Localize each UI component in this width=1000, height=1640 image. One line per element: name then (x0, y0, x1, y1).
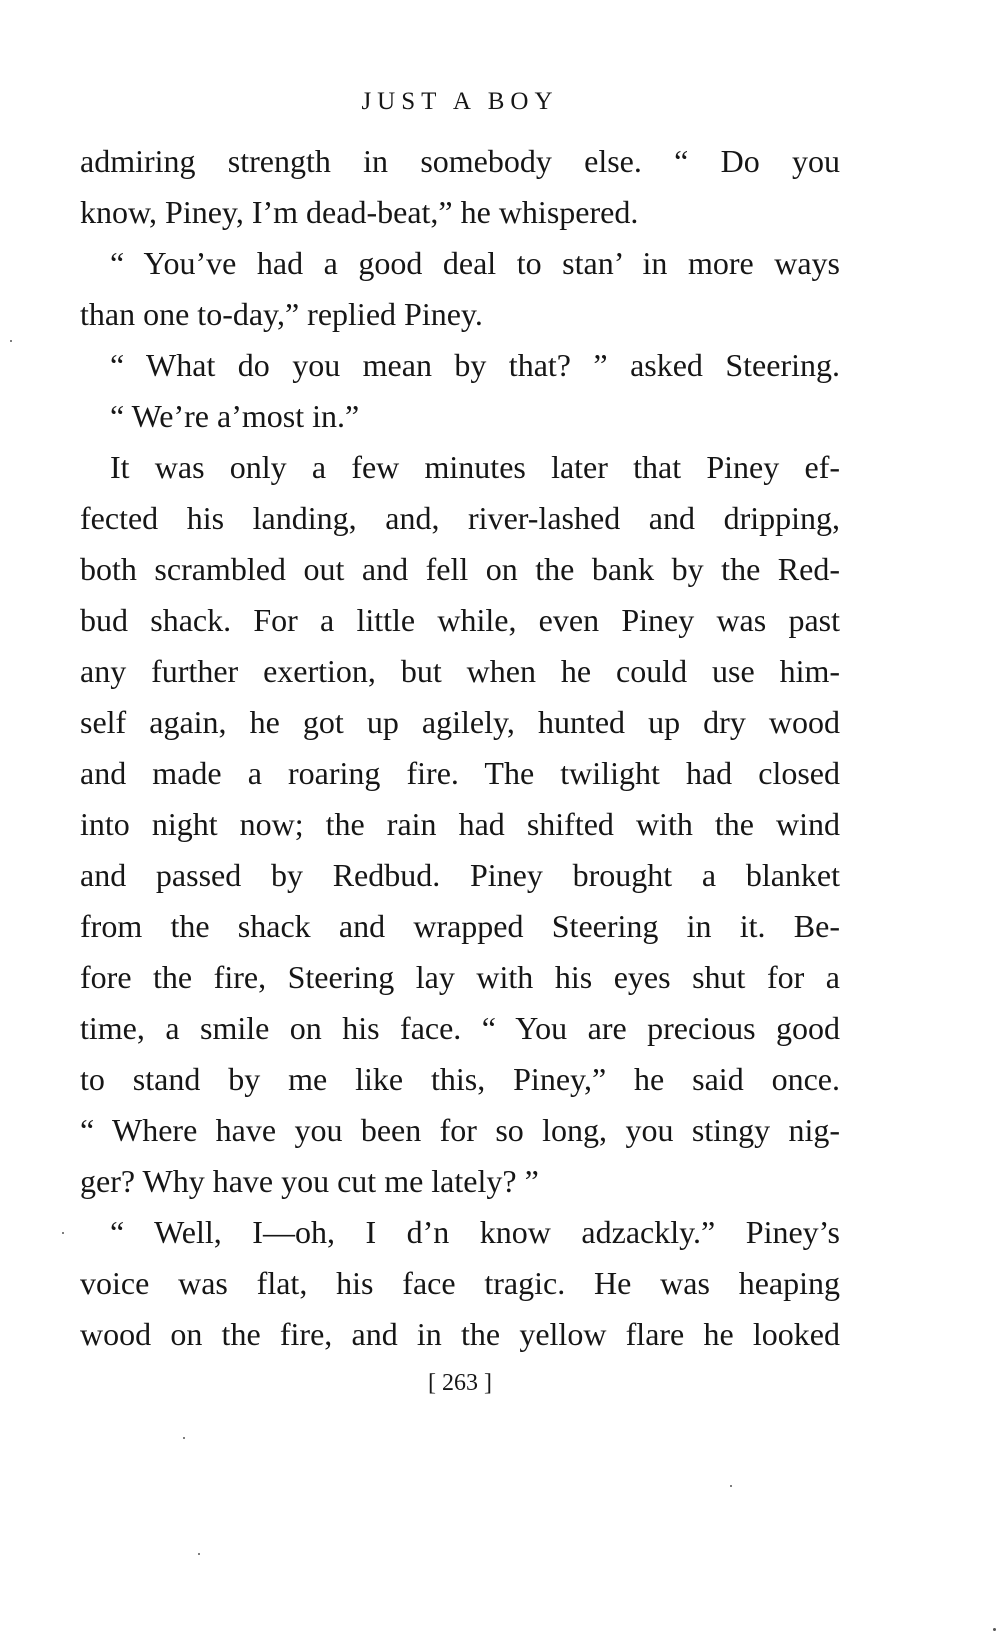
text-line: fore the fire, Steering lay with his eyes shut for a (80, 959, 840, 995)
text-line: both scrambled out and fell on the bank by the Red- (80, 551, 840, 587)
text-line: and passed by Redbud. Piney brought a blanket (80, 857, 840, 893)
text-line: self again, he got up agilely, hunted up dry wood (80, 704, 840, 740)
scan-speck (730, 1485, 732, 1487)
text-line: into night now; the rain had shifted with the wind (80, 806, 840, 842)
page-number: [ 263 ] (428, 1370, 492, 1396)
text-line: and made a roaring fire. The twilight had closed (80, 755, 840, 791)
text-line: “ Well, I—oh, I d’n know adzackly.” Piney’s (110, 1214, 840, 1250)
text-line: wood on the fire, and in the yellow flare he looked (80, 1316, 840, 1352)
scan-speck (198, 1553, 200, 1555)
text-line: “ What do you mean by that? ” asked Steering. (110, 347, 840, 383)
text-line: voice was flat, his face tragic. He was heaping (80, 1265, 840, 1301)
text-line: than one to-day,” replied Piney. (80, 296, 483, 332)
scan-speck (62, 1232, 64, 1234)
text-line: time, a smile on his face. “ You are precious good (80, 1010, 840, 1046)
text-line: “ We’re a’most in.” (110, 398, 360, 434)
text-line: bud shack. For a little while, even Piney was past (80, 602, 840, 638)
text-line: know, Piney, I’m dead-beat,” he whispered. (80, 194, 639, 230)
text-line: to stand by me like this, Piney,” he said once. (80, 1061, 840, 1097)
scan-speck (183, 1437, 185, 1439)
running-head: JUST A BOY (361, 88, 559, 115)
text-line: ger? Why have you cut me lately? ” (80, 1163, 539, 1199)
text-line: from the shack and wrapped Steering in it. Be- (80, 908, 840, 944)
text-line: It was only a few minutes later that Piney ef- (110, 449, 840, 485)
text-line: fected his landing, and, river-lashed and dripping, (80, 500, 840, 536)
text-line: “ You’ve had a good deal to stan’ in more ways (110, 245, 840, 281)
text-line: any further exertion, but when he could use him- (80, 653, 840, 689)
scan-speck (993, 1628, 996, 1631)
body-text (80, 136, 840, 1360)
text-line: “ Where have you been for so long, you stingy nig- (80, 1112, 840, 1148)
text-line: admiring strength in somebody else. “ Do you (80, 143, 840, 179)
scan-speck (10, 340, 12, 342)
